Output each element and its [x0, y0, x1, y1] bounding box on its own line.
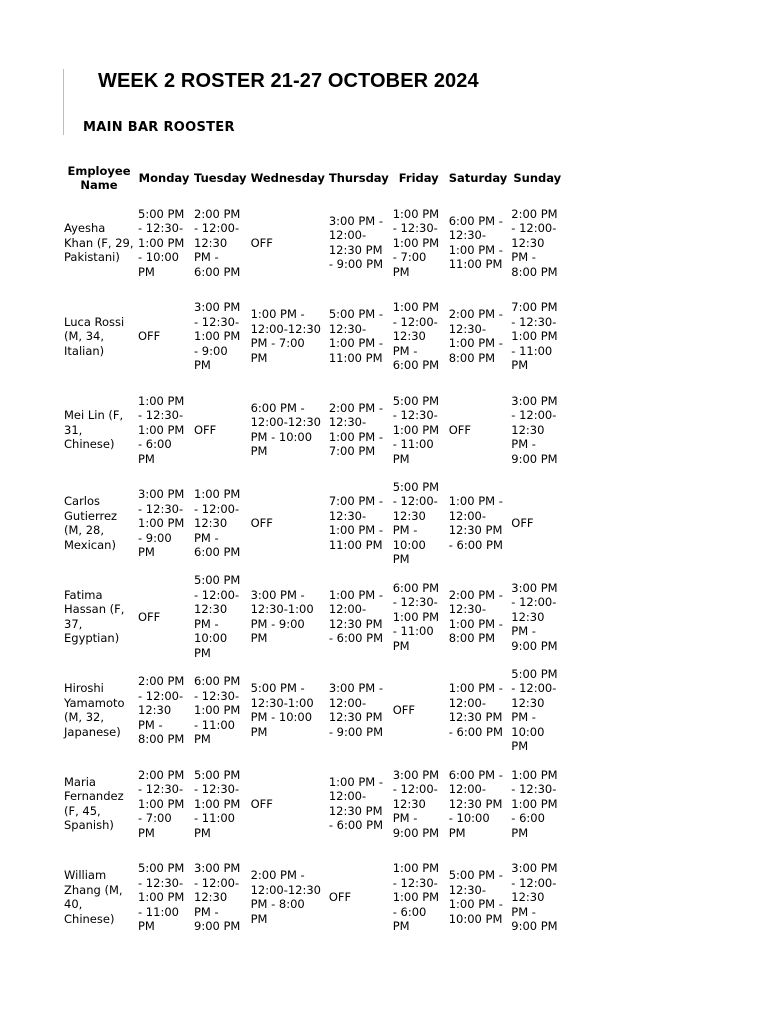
shift-cell-monday: 5:00 PM - 12:30-1:00 PM - 11:00 PM	[138, 861, 185, 933]
shift-cell-sunday: 5:00 PM - 12:00-12:30 PM - 10:00 PM	[511, 666, 558, 754]
shift-cell-saturday: 2:00 PM - 12:30-1:00 PM - 8:00 PM	[448, 587, 503, 646]
header-row	[62, 160, 565, 196]
shift-cell-tuesday: 3:00 PM - 12:00-12:30 PM - 9:00 PM	[194, 861, 241, 933]
shift-cell-thursday: OFF	[328, 890, 352, 904]
shift-cell-saturday: 6:00 PM - 12:00-12:30 PM - 10:00 PM	[448, 767, 503, 840]
header-saturday: Saturday	[448, 171, 508, 185]
shift-cell-monday: 2:00 PM - 12:00-12:30 PM - 8:00 PM	[138, 674, 185, 746]
shift-cell-friday: 1:00 PM - 12:30-1:00 PM - 7:00 PM	[392, 206, 440, 279]
page-title: WEEK 2 ROSTER 21-27 OCTOBER 2024	[98, 70, 479, 92]
shift-cell-sunday: 2:00 PM - 12:00-12:30 PM - 8:00 PM	[511, 206, 558, 279]
roster-table	[62, 160, 565, 944]
header-employee-name: Employee Name	[67, 164, 131, 192]
shift-cell-tuesday: 3:00 PM - 12:30-1:00 PM - 9:00 PM	[194, 300, 241, 372]
header-thursday: Thursday	[328, 171, 389, 185]
header-sunday: Sunday	[513, 171, 562, 185]
shift-cell-thursday: 3:00 PM - 12:00-12:30 PM - 9:00 PM	[328, 213, 383, 272]
table-row	[62, 664, 565, 758]
shift-cell-saturday: 1:00 PM - 12:00-12:30 PM - 6:00 PM	[448, 494, 503, 552]
shift-cell-tuesday: 6:00 PM - 12:30-1:00 PM - 11:00 PM	[194, 674, 241, 746]
employee-name-cell: Ayesha Khan (F, 29, Pakistani)	[64, 221, 134, 264]
shift-cell-friday: 6:00 PM - 12:30-1:00 PM - 11:00 PM	[392, 580, 440, 653]
shift-cell-monday: OFF	[138, 609, 161, 624]
shift-cell-wednesday: 1:00 PM - 12:00-12:30 PM - 7:00 PM	[250, 307, 321, 365]
shift-cell-friday: 5:00 PM - 12:00-12:30 PM - 10:00 PM	[392, 479, 440, 567]
shift-cell-friday: 3:00 PM - 12:00-12:30 PM - 9:00 PM	[392, 767, 440, 840]
shift-cell-monday: 5:00 PM - 12:30-1:00 PM - 10:00 PM	[138, 206, 185, 279]
header-friday: Friday	[398, 171, 439, 185]
shift-cell-monday: 3:00 PM - 12:30-1:00 PM - 9:00 PM	[138, 487, 185, 559]
shift-cell-wednesday: 6:00 PM - 12:00-12:30 PM - 10:00 PM	[250, 400, 321, 459]
table-row	[62, 851, 565, 945]
employee-name-cell: William Zhang (M, 40, Chinese)	[64, 868, 123, 926]
employee-name-cell: Maria Fernandez (F, 45, Spanish)	[64, 774, 124, 833]
shift-cell-wednesday: OFF	[250, 516, 273, 530]
header-monday: Monday	[138, 171, 190, 185]
shift-cell-wednesday: 3:00 PM - 12:30-1:00 PM - 9:00 PM	[250, 587, 314, 646]
shift-cell-monday: OFF	[138, 329, 161, 343]
table-row	[62, 570, 565, 664]
table-row	[62, 290, 565, 384]
employee-name-cell: Carlos Gutierrez (M, 28, Mexican)	[64, 494, 118, 552]
shift-cell-saturday: 2:00 PM - 12:30-1:00 PM - 8:00 PM	[448, 307, 503, 365]
employee-name-cell: Luca Rossi (M, 34, Italian)	[64, 314, 125, 358]
shift-cell-sunday: 3:00 PM - 12:00-12:30 PM - 9:00 PM	[511, 580, 558, 653]
employee-name-cell: Fatima Hassan (F, 37, Egyptian)	[64, 587, 125, 646]
employee-name-cell: Mei Lin (F, 31, Chinese)	[64, 408, 124, 451]
left-margin-rule	[63, 69, 64, 135]
shift-cell-thursday: 3:00 PM - 12:00-12:30 PM - 9:00 PM	[328, 681, 383, 739]
shift-cell-friday: 1:00 PM - 12:30-1:00 PM - 6:00 PM	[392, 861, 440, 933]
shift-cell-tuesday: OFF	[194, 422, 217, 437]
shift-cell-saturday: 1:00 PM - 12:00-12:30 PM - 6:00 PM	[448, 681, 503, 739]
shift-cell-friday: 1:00 PM - 12:00-12:30 PM - 6:00 PM	[392, 300, 440, 372]
shift-cell-wednesday: 2:00 PM - 12:00-12:30 PM - 8:00 PM	[250, 868, 321, 926]
shift-cell-sunday: 7:00 PM - 12:30-1:00 PM - 11:00 PM	[511, 300, 558, 372]
shift-cell-saturday: 6:00 PM - 12:30-1:00 PM - 11:00 PM	[448, 213, 503, 272]
shift-cell-tuesday: 5:00 PM - 12:30-1:00 PM - 11:00 PM	[194, 767, 241, 840]
shift-cell-tuesday: 5:00 PM - 12:00-12:30 PM - 10:00 PM	[194, 573, 241, 660]
shift-cell-thursday: 1:00 PM - 12:00-12:30 PM - 6:00 PM	[328, 587, 383, 646]
table-row	[62, 477, 565, 571]
shift-cell-sunday: 3:00 PM - 12:00-12:30 PM - 9:00 PM	[511, 393, 558, 466]
shift-cell-tuesday: 2:00 PM - 12:00-12:30 PM - 6:00 PM	[194, 206, 241, 279]
shift-cell-saturday: OFF	[448, 422, 471, 437]
shift-cell-wednesday: OFF	[250, 796, 273, 811]
shift-cell-tuesday: 1:00 PM - 12:00-12:30 PM - 6:00 PM	[194, 487, 241, 559]
shift-cell-saturday: 5:00 PM - 12:30-1:00 PM - 10:00 PM	[448, 868, 503, 926]
shift-cell-sunday: 3:00 PM - 12:00-12:30 PM - 9:00 PM	[511, 861, 558, 933]
shift-cell-monday: 2:00 PM - 12:30-1:00 PM - 7:00 PM	[138, 767, 185, 840]
shift-cell-thursday: 5:00 PM - 12:30-1:00 PM - 11:00 PM	[328, 307, 383, 365]
table-row	[62, 383, 565, 477]
header-wednesday: Wednesday	[250, 171, 325, 185]
shift-cell-thursday: 1:00 PM - 12:00-12:30 PM - 6:00 PM	[328, 774, 383, 833]
shift-cell-wednesday: 5:00 PM - 12:30-1:00 PM - 10:00 PM	[250, 681, 314, 739]
shift-cell-sunday: OFF	[511, 516, 534, 530]
shift-cell-friday: OFF	[392, 703, 415, 717]
shift-cell-wednesday: OFF	[250, 235, 273, 250]
shift-cell-sunday: 1:00 PM - 12:30-1:00 PM - 6:00 PM	[511, 767, 558, 840]
shift-cell-thursday: 7:00 PM - 12:30-1:00 PM - 11:00 PM	[328, 494, 383, 552]
section-title: MAIN BAR ROOSTER	[83, 120, 235, 135]
employee-name-cell: Hiroshi Yamamoto (M, 32, Japanese)	[64, 681, 125, 739]
shift-cell-friday: 5:00 PM - 12:30-1:00 PM - 11:00 PM	[392, 393, 440, 466]
table-row	[62, 196, 565, 290]
shift-cell-monday: 1:00 PM - 12:30-1:00 PM - 6:00 PM	[138, 393, 185, 466]
header-tuesday: Tuesday	[194, 171, 247, 185]
shift-cell-thursday: 2:00 PM - 12:30-1:00 PM - 7:00 PM	[328, 400, 383, 459]
table-row	[62, 757, 565, 851]
